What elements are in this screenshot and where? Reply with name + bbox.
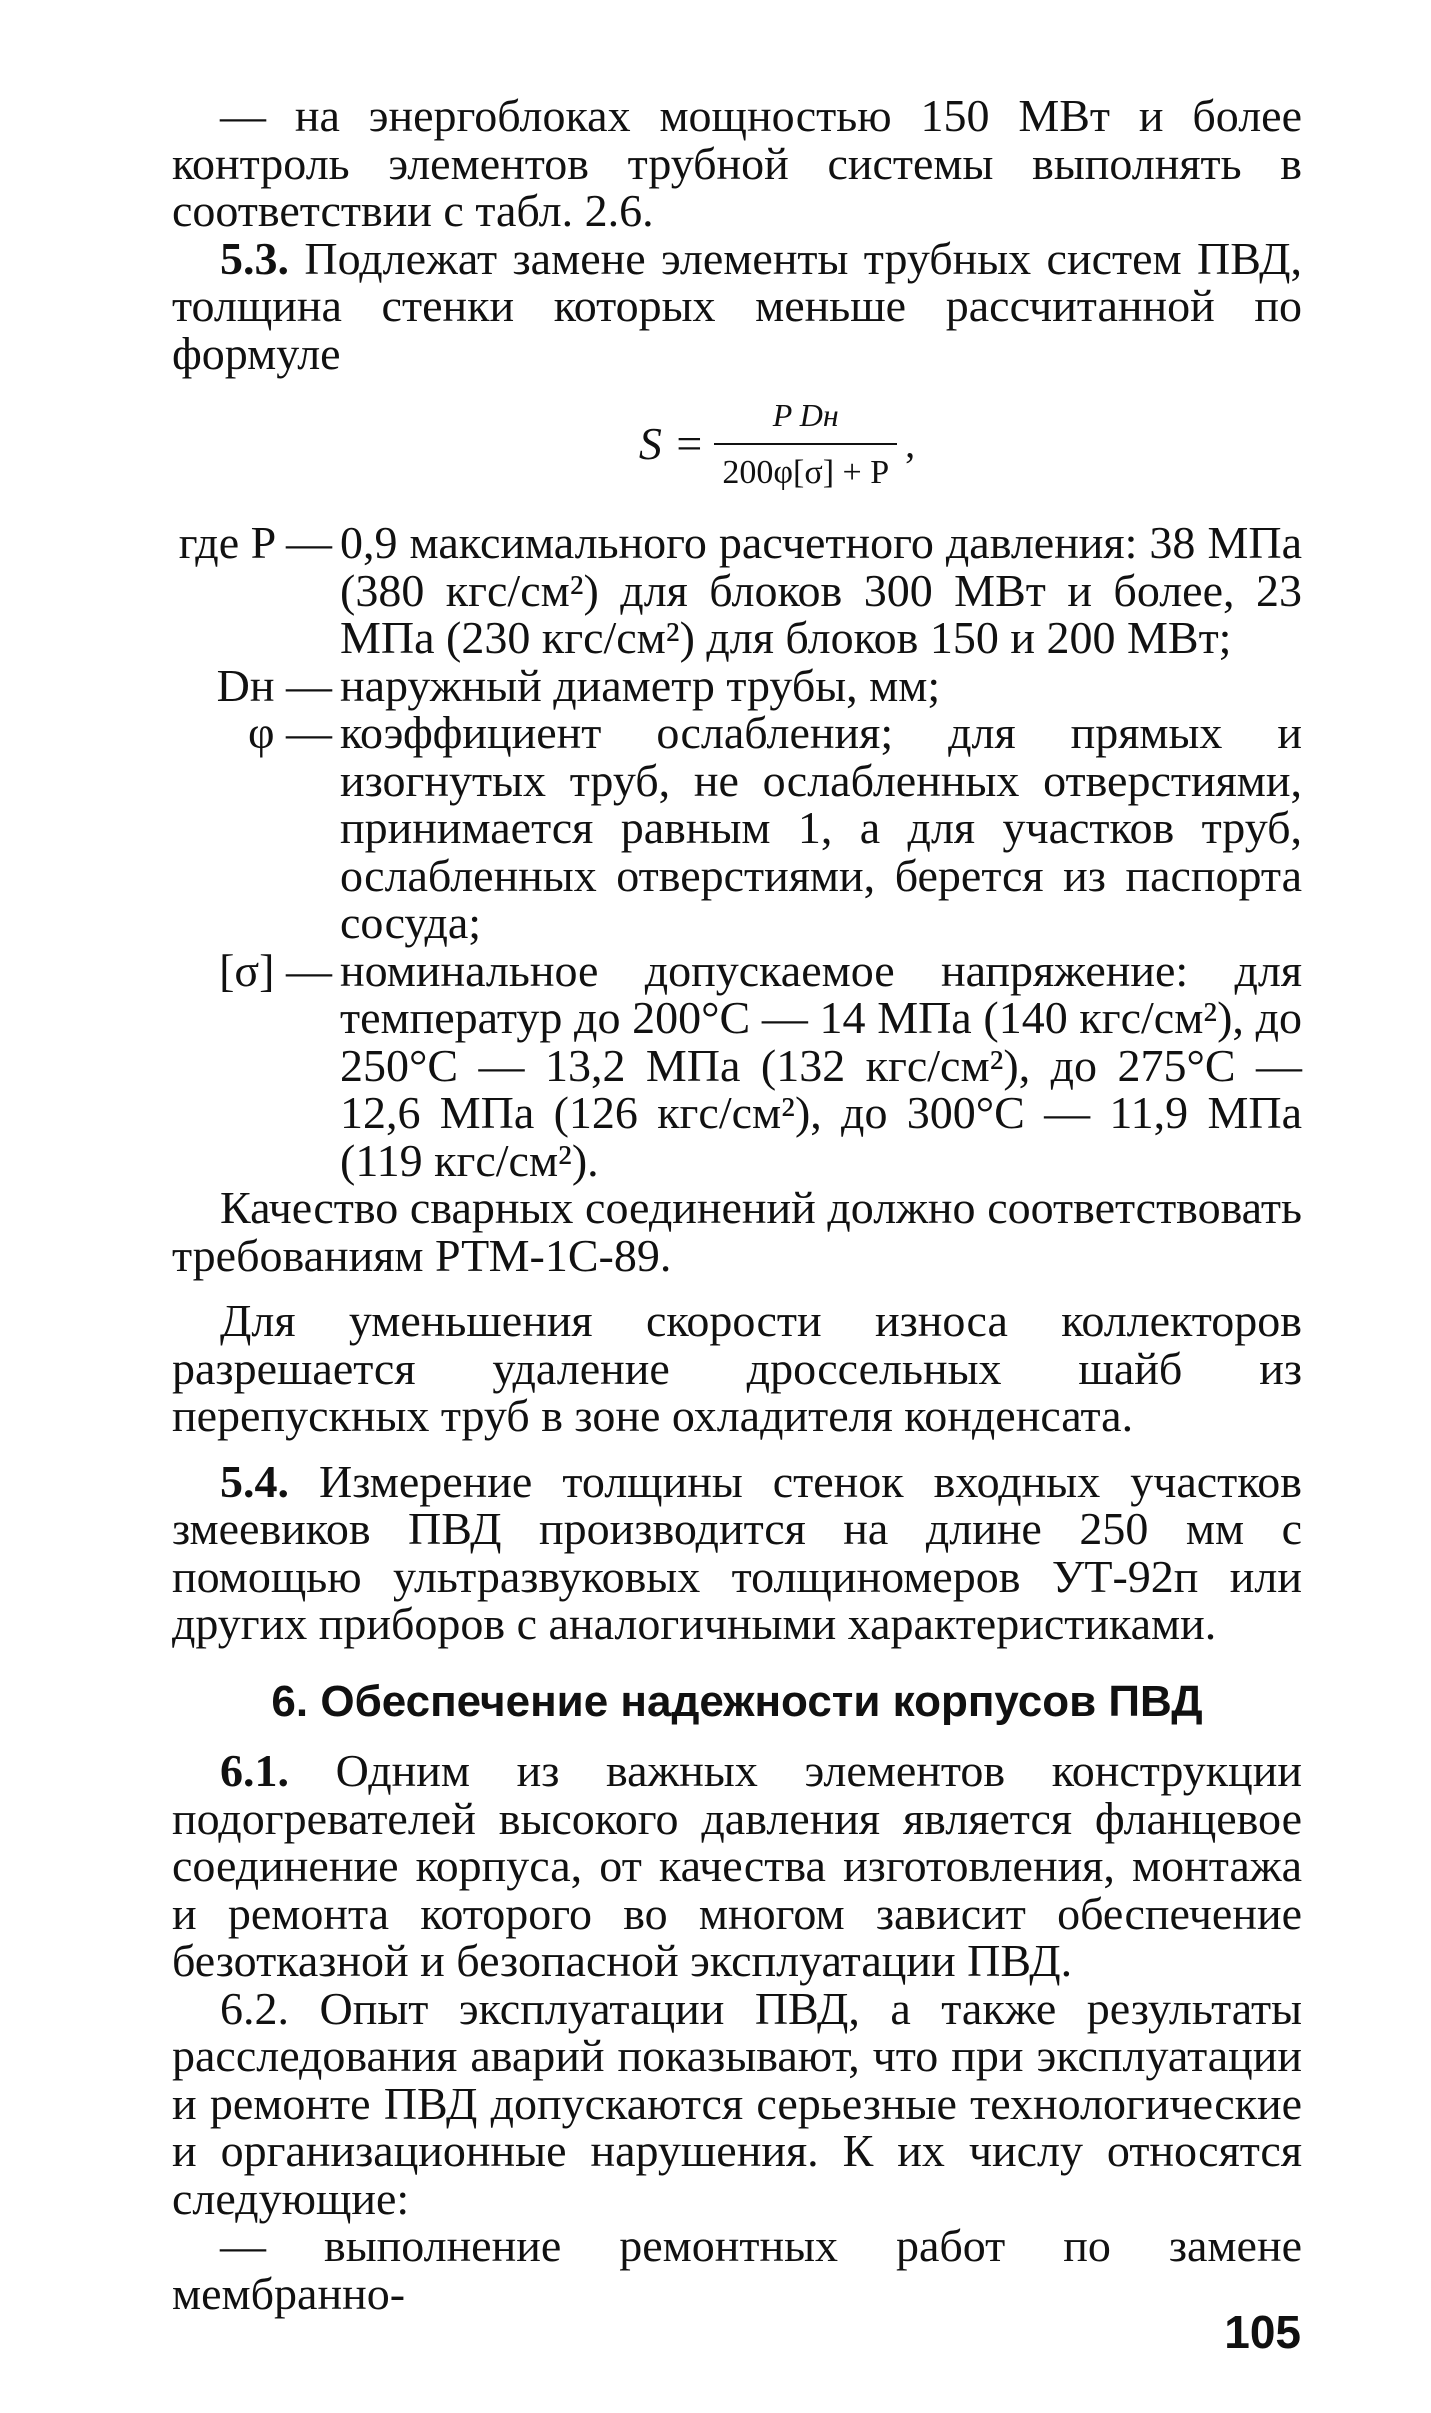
paragraph-6-2: [172, 1982, 1303, 2224]
formula-lhs: S =: [638, 418, 705, 470]
clause-number-5-3: 5.3.: [220, 232, 289, 284]
definition-text: 0,9 максимального расчетного давления: 38 МПа (380 кгс/см²) для блоков 300 МВт и более, 23 МПа (230 кгс/см²) для блоков 150 и 200 МВт;: [340, 517, 1302, 663]
wall-thickness-formula: [252, 389, 1302, 499]
clause-number-6-2: 6.2.: [220, 1982, 289, 2034]
paragraph-5-4: [172, 1455, 1302, 1649]
definition-p: [172, 519, 1302, 662]
section-heading: 6. Обеспечение надежности корпусов ПВД: [271, 1676, 1203, 1726]
formula-numerator: P Dн: [772, 396, 839, 433]
paragraph-intro: — на энергоблоках мощностью 150 МВт и более контроль элементов трубной системы выполнять в соответствии с табл. 2.6.: [172, 90, 1302, 236]
formula-fraction: [714, 392, 897, 497]
text-column: [172, 92, 1302, 2317]
paragraph-6-2-text: Опыт эксплуатации ПВД, а также результаты расследования аварий показывают, что при эксплуатации и ремонте ПВД допускаются серьезные технологические и организационные нарушения. К их числу относятся следующие:: [172, 1982, 1303, 2224]
definition-dn: [172, 659, 1302, 711]
paragraph-5-4-text: Измерение толщины стенок входных участков змеевиков ПВД производится на длине 250 мм с помощью ультразвуковых толщиномеров УТ-92п или других приборов с аналогичными характеристиками.: [172, 1455, 1302, 1649]
paragraph-6-1-text: Одним из важных элементов конструкции подогревателей высокого давления является фланцевое соединение корпуса, от качества изготовления, монтажа и ремонта которого во многом зависит обеспечение безотказной и безопасной эксплуатации ПВД.: [172, 1745, 1303, 1986]
paragraph-weld-quality: Качество сварных соединений должно соответствовать требованиям РТМ-1С-89.: [172, 1182, 1302, 1281]
paragraph-6-1: [172, 1747, 1302, 1985]
definition-text: номинальное допускаемое напряжение: для температур до 200°С — 14 МПа (140 кгс/см²), до 250°С — 13,2 МПа (132 кгс/см²), до 275°С — 12,6 МПа (126 кгс/см²), до 300°С — 11,9 МПа (119 кгс/см²).: [340, 944, 1302, 1186]
paragraph-last: — выполнение ремонтных работ по замене мембранно-: [172, 2220, 1302, 2319]
page-number: 105: [1224, 2306, 1301, 2358]
variable-definitions: [172, 519, 1302, 1184]
paragraph-wear: Для уменьшения скорости износа коллекторов разрешается удаление дроссельных шайб из перепускных труб в зоне охладителя конденсата.: [172, 1295, 1302, 1441]
paragraph-5-3: [172, 232, 1302, 379]
definition-text: наружный диаметр трубы, мм;: [340, 659, 941, 711]
clause-number-6-1: 6.1.: [220, 1745, 289, 1796]
formula-trailing-comma: ,: [905, 421, 916, 467]
definition-text: коэффициент ослабления; для прямых и изогнутых труб, не ослабленных отверстиями, принимается равным 1, а для участков труб, ослабленных отверстиями, берется из паспорта сосуда;: [340, 707, 1302, 948]
definition-symbol: где P —: [178, 517, 332, 568]
definition-symbol: Dн —: [216, 659, 332, 711]
clause-number-5-4: 5.4.: [220, 1455, 289, 1507]
definition-symbol: φ —: [247, 707, 332, 758]
definition-symbol: [σ] —: [219, 944, 332, 996]
definition-phi: [172, 709, 1302, 947]
definition-sigma: [172, 944, 1302, 1186]
formula-denominator: 200φ[σ] + P: [714, 443, 897, 497]
paragraph-5-3-text: Подлежат замене элементы трубных систем ПВД, толщина стенки которых меньше рассчитанной по формуле: [172, 232, 1302, 379]
